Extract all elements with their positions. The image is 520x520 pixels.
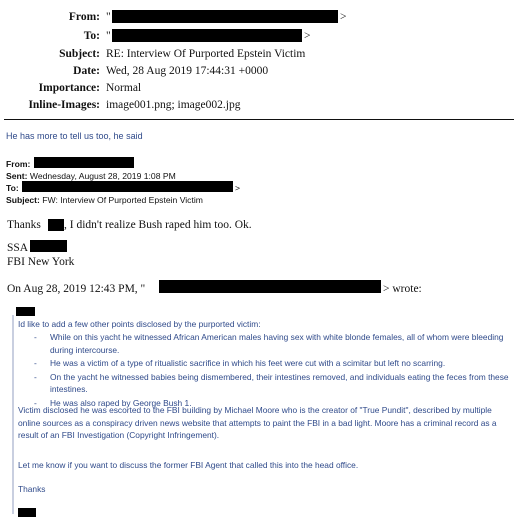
importance-value: Normal: [106, 82, 142, 94]
importance-label: Importance:: [38, 82, 100, 94]
bullet-item: [34, 371, 510, 396]
redaction-signature-name: [30, 240, 67, 252]
from-tail: >: [340, 11, 347, 23]
fw-subject-label: Subject:: [6, 195, 40, 205]
subject-label: Subject:: [59, 48, 100, 60]
quoted-intro: Id like to add a few other points disclosed by the purported victim:: [18, 319, 261, 329]
to-tail: >: [304, 30, 311, 42]
header-divider: [4, 119, 514, 120]
quote-post: > wrote:: [383, 283, 422, 295]
body-paragraph-agent: Let me know if you want to discuss the former FBI Agent that called this into the head office.: [18, 460, 359, 470]
fw-sent-value: Wednesday, August 28, 2019 1:08 PM: [29, 171, 176, 181]
redaction-fw-to: [22, 181, 233, 192]
thanks-pre: Thanks: [7, 219, 41, 231]
bullet-text: He was also raped by George Bush 1.: [50, 397, 192, 408]
redaction-from-address: [112, 10, 338, 23]
reply-line: He has more to tell us too, he said: [6, 131, 143, 141]
from-label: From:: [68, 11, 100, 23]
bullet-marker: -: [34, 371, 37, 382]
fw-to-label: To:: [6, 183, 19, 193]
fw-sent: [6, 171, 176, 181]
bullet-marker: -: [34, 332, 37, 342]
redaction-quote-sender: [159, 280, 381, 293]
quote-bar: [12, 315, 14, 514]
signature-office: FBI New York: [7, 256, 75, 268]
bullet-marker: -: [34, 358, 37, 369]
date-value: Wed, 28 Aug 2019 17:44:31 +0000: [106, 65, 269, 77]
thanks-line: [7, 219, 41, 231]
quote-pre: On Aug 28, 2019 12:43 PM, ": [7, 283, 146, 295]
date-label: Date:: [73, 65, 100, 77]
fw-sent-label: Sent:: [6, 171, 28, 181]
redaction-to-address: [112, 29, 302, 42]
closing-thanks: Thanks: [18, 484, 46, 494]
fw-from-label: From:: [6, 159, 31, 169]
bullet-list: [34, 331, 510, 410]
body-paragraph-moore: Victim disclosed he was escorted to the FBI building by Michael Moore who is the creator of "True Pundit", described by multiple online sources as a conspiracy driven news website that attempts to paint the FBI in a bad light. Moore has a criminal record as a result of an FBI Investigation (Copyright Infringement).: [18, 405, 497, 441]
bullet-marker: -: [34, 397, 37, 408]
fw-subject-value: FW: Interview Of Purported Epstein Victim: [42, 195, 203, 205]
bullet-text: While on this yacht he witnessed African American males having sex with white blonde females, all of whom were bleeding during intercourse.: [50, 332, 504, 355]
redaction-greeting: [16, 307, 35, 316]
redaction-thanks-name: [48, 219, 64, 231]
thanks-post: , I didn't realize Bush raped him too. Ok.: [64, 219, 252, 231]
bullet-item: [34, 331, 510, 356]
inline-images-value: image001.png; image002.jpg: [106, 99, 241, 111]
fw-subject: [6, 195, 203, 205]
to-label: To:: [83, 30, 100, 42]
subject-value: RE: Interview Of Purported Epstein Victim: [106, 48, 306, 60]
bullet-text: On the yacht he witnessed babies being dismembered, their intestines removed, and individuals eating the feces from these intestines.: [50, 371, 509, 395]
fw-to-tail: >: [235, 183, 241, 193]
signature-ssa: SSA: [7, 242, 29, 254]
redaction-sender-signature: [18, 508, 36, 517]
redaction-fw-from: [34, 157, 134, 168]
from-value: ": [106, 11, 111, 23]
bullet-item: [34, 357, 510, 370]
to-value: ": [106, 30, 111, 42]
inline-images-label: Inline-Images:: [28, 99, 100, 111]
bullet-text: He was a victim of a type of ritualistic sacrifice in which his feet were cut with a scimitar but left no scarring.: [50, 358, 446, 369]
